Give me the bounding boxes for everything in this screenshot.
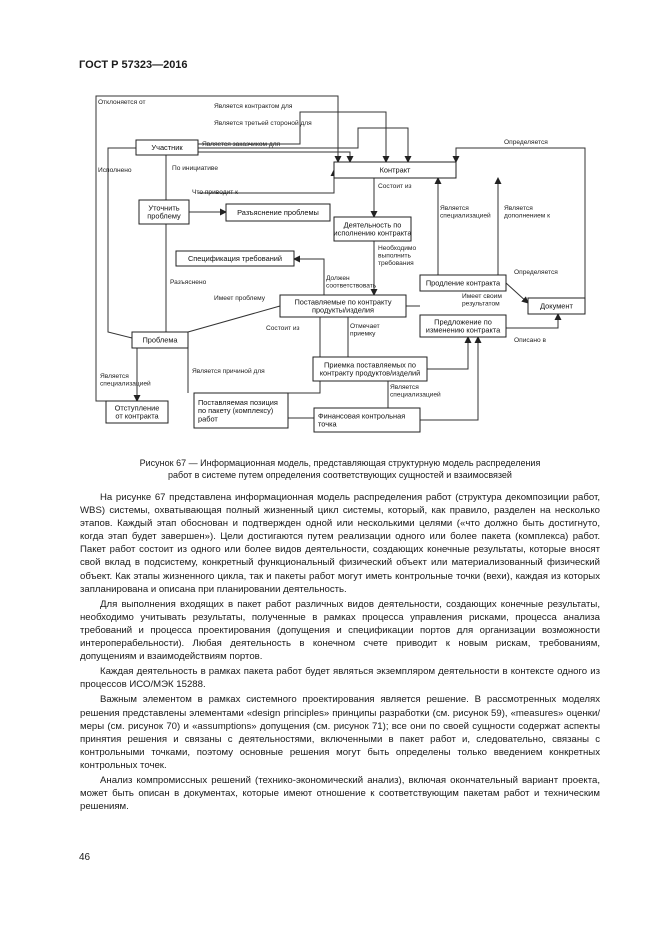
box-text: Отступление <box>114 403 160 413</box>
label-is-customer: Является заказчиком для <box>202 141 281 148</box>
edge-fin-proposal <box>420 337 478 420</box>
box-text: Продление контракта <box>425 278 501 288</box>
label-has-result: результатом <box>462 300 500 308</box>
box-text: Контракт <box>379 165 411 175</box>
box-text: Поставляемые по контракту <box>294 297 392 307</box>
label-must-match: соответствовать <box>326 282 377 290</box>
box-text: Предложение по <box>434 317 492 327</box>
box-delivered-product <box>280 295 406 317</box>
paragraph-2: Для выполнения входящих в пакет работ различных видов деятельности, создающих конечные результаты, необходимо учитывать результаты, полученные в рамках процесса управления рисками, процесса анализа требований и процесса проектирования (допущения и спецификации портов для организации возможности интероперабельности). Любая деятельность в конечном счете приводит к новым рискам, требованиям, допущениям и взаимодействиям портов. <box>80 598 600 663</box>
box-text: продукты/изделия <box>311 305 375 315</box>
box-text: Приемка поставляемых по <box>324 360 416 370</box>
box-acceptance <box>313 357 427 381</box>
label-has-problem: Имеет проблему <box>214 295 266 302</box>
caption-line-1: Рисунок 67 — Информационная модель, представляющая структурную модель распределения <box>139 458 541 468</box>
label-is-cause: Является причиной для <box>192 368 265 375</box>
edge-defined-ext <box>506 283 528 303</box>
box-text: Проблема <box>142 335 178 345</box>
label-what-leads: Что приводит к <box>192 189 238 196</box>
label-defined2: Определяется <box>514 269 558 276</box>
edge-acceptance-proposal <box>427 337 468 369</box>
box-text: Спецификация требований <box>187 254 283 264</box>
paragraph-5: Анализ компромиссных решений (технико-экономический анализ), включая окончательный вариант проекта, может быть описан в документах, которые имеют отношение к соответствующим пакетам работ и техническим решениям. <box>80 774 600 813</box>
box-problem <box>132 332 188 348</box>
label-defined: Определяется <box>504 139 548 146</box>
box-text: Поставляемая позиция <box>198 397 278 407</box>
label-is-specialization-3: Является <box>100 373 129 380</box>
box-text: Финансовая контрольная <box>318 411 406 421</box>
box-contract-extension <box>420 275 506 291</box>
box-text: изменению контракта <box>425 325 501 335</box>
box-text: от контракта <box>115 411 159 421</box>
box-text: Разъяснение проблемы <box>237 208 319 218</box>
edge-must-match <box>294 259 324 295</box>
label-is-third-party: Является третьей стороной для <box>214 120 312 127</box>
edge-executor <box>108 148 136 338</box>
label-deviates-from: Отклоняется от <box>98 99 146 106</box>
box-text: контракту продуктов/изделий <box>319 368 421 378</box>
label-must-match: Должен <box>326 275 350 282</box>
box-req-spec <box>176 251 294 266</box>
page-number: 46 <box>79 852 91 863</box>
label-executor: Исполнено <box>98 167 132 174</box>
label-is-specialization-3: специализацией <box>100 380 151 388</box>
figure-caption <box>80 457 600 481</box>
paragraph-4: Важным элементом в рамках системного проектирования является решение. В рассмотренных моделях решения представлены элементами «design principles» принципы разработки (см. рисунок 59), «measures» оценки/меры (см. рисунок 70) и «assumptions» допущения (см. рисунок 71); все они по своей сущности содержат аспекты принятия решения и связаны с деятельностями, включенными в пакет работ и, следовательно, связаны с контрольными точками, поэтому основные решения могут быть определены только введением конкретных контрольных точек. <box>80 694 600 771</box>
paragraph-1: На рисунке 67 представлена информационная модель распределения работ (структура декомпозиции работ, WBS) системы, охватывающая полный жизненный цикл системы, который, как правило, разделен на несколько этапов. Каждый этап обоснован и подтвержден одной или несколькими целями («что должно быть достигнуто, когда этап будет завершен»). Цели достигаются путем реализации одного или более пакета (комплекса) работ. Пакет работ состоит из одного или более видов деятельности, создающих конечные результаты, которые вносят свой вклад в подсистему, конкретный функциональный физический объект или материализованный физический объект. Как этапы жизненного цикла, так и пакеты работ могут иметь контрольные точки (вехи), каждая из которых запланирована и описана при планировании деятельность. <box>80 492 600 595</box>
label-is-addition: дополнением к <box>504 212 551 220</box>
box-text: проблему <box>147 211 181 221</box>
label-is-specialization-1: Является <box>440 205 469 212</box>
box-text: работ <box>198 414 218 424</box>
box-refine-problem <box>139 200 189 224</box>
box-text: по пакету (комплексу) <box>198 406 274 416</box>
box-financial-checkpoint <box>314 408 420 432</box>
standard-header: ГОСТ Р 57323—2016 <box>79 59 188 71</box>
box-text: Документ <box>540 301 573 311</box>
paragraph-3: Каждая деятельность в рамках пакета работ будет являться экземпляром деятельности в контексте одного из процессов ИСО/МЭК 15288. <box>80 666 600 691</box>
box-text: Участник <box>151 143 183 153</box>
body-text <box>80 491 600 815</box>
caption-line-2: работ в системе путем определения соответствующих сущностей и взаимосвязей <box>168 470 512 480</box>
box-text: исполнению контракта <box>333 228 412 238</box>
label-on-initiative: По инициативе <box>172 165 219 172</box>
label-marks-acceptance: Отмечает <box>350 323 380 330</box>
label-is-specialization-2: специализацией <box>390 391 441 399</box>
box-change-proposal <box>420 315 506 337</box>
label-is-specialization-1: специализацией <box>440 212 491 220</box>
box-contract <box>334 162 456 178</box>
label-is-contractor: Является контрактом для <box>214 103 293 110</box>
box-text: точка <box>318 419 337 429</box>
label-has-result: Имеет своим <box>462 293 502 300</box>
label-is-addition: Является <box>504 205 533 212</box>
box-document <box>528 298 585 314</box>
label-described-in: Описано в <box>514 337 546 344</box>
box-clarify-problem <box>226 204 330 221</box>
label-consists-of-mid: Состоит из <box>266 325 300 332</box>
label-needed-to-fulfil: требования <box>378 260 414 268</box>
label-consists-of-top: Состоит из <box>378 183 412 190</box>
box-activity <box>334 217 413 241</box>
box-participant <box>136 140 198 155</box>
label-marks-acceptance: приемку <box>350 330 376 338</box>
box-deviation <box>106 401 168 423</box>
label-needed-to-fulfil: Необходимо <box>378 245 417 252</box>
box-delivered-item <box>194 393 288 428</box>
edge-described-in <box>506 314 558 328</box>
information-model-diagram <box>88 88 593 450</box>
box-text: Уточнить <box>148 203 180 213</box>
box-text: Деятельность по <box>343 220 402 230</box>
label-needed-to-fulfil: выполнить <box>378 252 411 260</box>
label-clarified: Разъяснено <box>170 279 207 286</box>
edge-customer <box>198 152 350 162</box>
label-is-specialization-2: Является <box>390 384 419 391</box>
